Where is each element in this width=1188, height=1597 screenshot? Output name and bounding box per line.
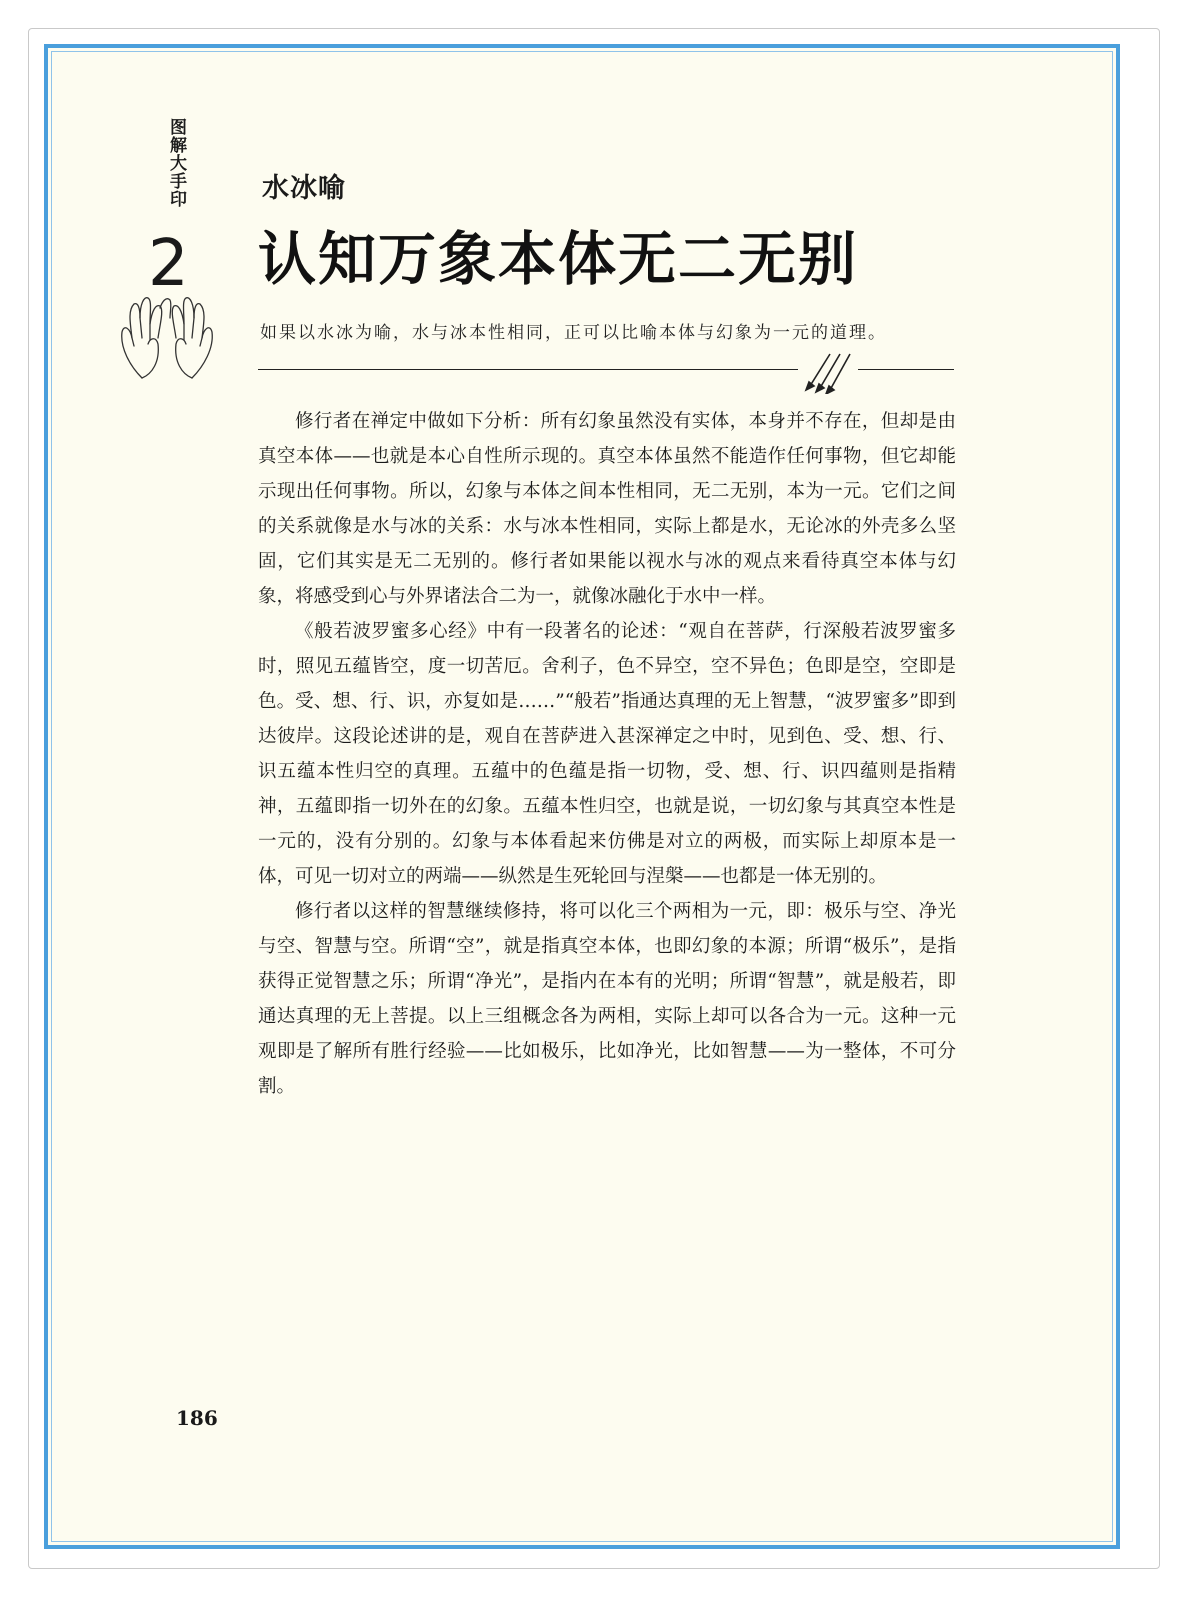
section-subtitle: 水冰喻 (262, 173, 346, 204)
divider-line-right (858, 369, 954, 370)
paragraph: 《般若波罗蜜多心经》中有一段著名的论述：“观自在菩萨，行深般若波罗蜜多时，照见五蕴皆空，度一切苦厄。舍利子，色不异空，空不异色；色即是空，空即是色。受、想、行、识，亦复如是……”“般若”指通达真理的无上智慧，“波罗蜜多”即到达彼岸。这段论述讲的是，观自在菩萨进入甚深禅定之中时，见到色、受、想、行、识五蕴本性归空的真理。五蕴中的色蕴是指一切物，受、想、行、识四蕴则是指精神，五蕴即指一切外在的幻象。五蕴本性归空，也就是说，一切幻象与其真空本性是一元的，没有分别的。幻象与本体看起来仿佛是对立的两极，而实际上却原本是一体，可见一切对立的两端——纵然是生死轮回与涅槃——也都是一体无别的。 (258, 621, 956, 887)
page-title: 认知万象本体无二无别 (258, 225, 859, 293)
arrows-icon (800, 350, 860, 394)
chapter-number: 2 (148, 227, 189, 301)
series-title: 图解大手印 (166, 118, 186, 208)
paragraph: 修行者在禅定中做如下分析：所有幻象虽然没有实体，本身并不存在，但却是由真空本体——也就是本心自性所示现的。真空本体虽然不能造作任何事物，但它却能示现出任何事物。所以，幻象与本体之间本性相同，无二无别，本为一元。它们之间的关系就像是水与冰的关系：水与冰本性相同，实际上都是水，无论冰的外壳多么坚固，它们其实是无二无别的。修行者如果能以视水与冰的观点来看待真空本体与幻象，将感受到心与外界诸法合二为一，就像冰融化于水中一样。 (258, 411, 956, 607)
page-number: 186 (176, 1406, 218, 1430)
body-text (258, 404, 956, 1104)
intro-summary: 如果以水冰为喻，水与冰本性相同，正可以比喻本体与幻象为一元的道理。 (260, 323, 887, 343)
praying-hands-icon (112, 288, 222, 384)
divider-line (258, 369, 798, 370)
paragraph: 修行者以这样的智慧继续修持，将可以化三个两相为一元，即：极乐与空、净光与空、智慧与空。所谓“空”，就是指真空本体，也即幻象的本源；所谓“极乐”，是指获得正觉智慧之乐；所谓“净光”，是指内在本有的光明；所谓“智慧”，就是般若，即通达真理的无上菩提。以上三组概念各为两相，实际上却可以各合为一元。这种一元观即是了解所有胜行经验——比如极乐，比如净光，比如智慧——为一整体，不可分割。 (258, 901, 956, 1097)
